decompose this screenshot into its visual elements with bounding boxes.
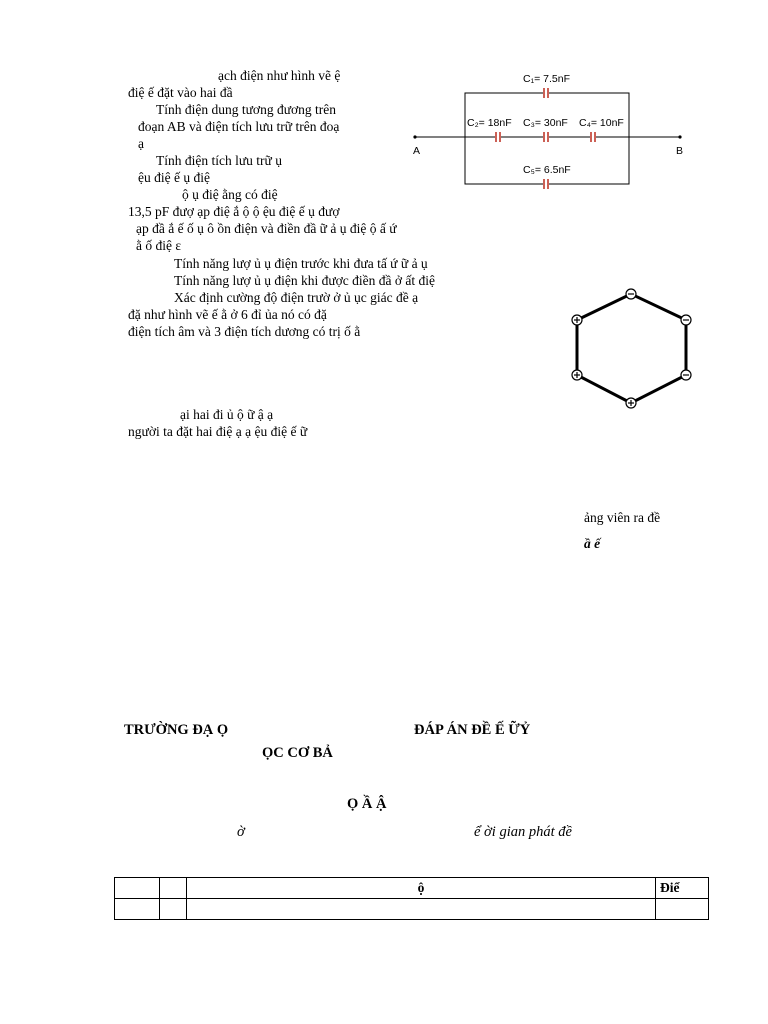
signature-name: ầ ế xyxy=(584,536,601,551)
label-c3: C₃= 30nF xyxy=(523,117,568,129)
problem-line-15: đặ như hình vẽ ế ằ ở 6 đỉ ủa nó có đặ xyxy=(128,307,327,322)
problem-line-1: ạch điện như hình vẽ ệ xyxy=(218,68,341,83)
table-header-content: ộ xyxy=(187,878,656,899)
problem-line-8: ộ ụ điệ ằng có điệ xyxy=(182,187,278,202)
signature-title: ảng viên ra đề xyxy=(584,510,661,525)
capacitor-c4 xyxy=(590,132,596,142)
table-header-cell xyxy=(115,878,160,899)
circuit-diagram xyxy=(405,68,705,193)
subject-name: Ọ Ầ Ậ xyxy=(347,796,387,812)
table-header-row xyxy=(115,878,709,899)
charge-lower-left xyxy=(572,370,582,380)
label-c2: C₂= 18nF xyxy=(467,117,512,129)
table-cell xyxy=(656,899,709,920)
label-c1: C₁= 7.5nF xyxy=(523,73,571,85)
problem-line-14: Xác định cường độ điện trườ ở ủ ục giác đề ạ xyxy=(174,290,419,305)
capacitor-c2 xyxy=(495,132,501,142)
problem-line-4: đoạn AB và điện tích lưu trữ trên đoạ xyxy=(138,119,340,134)
problem-line-12: Tính năng lượ ủ ụ điện trước khi đưa tấ ứ ữ ả ụ xyxy=(174,256,428,271)
label-c4: C₄= 10nF xyxy=(579,117,624,129)
table-cell xyxy=(160,899,187,920)
problem-line-7: ệu điệ ế ụ điệ xyxy=(138,170,210,185)
capacitor-c1 xyxy=(543,88,549,98)
problem-line-11: ằ ố điệ ε xyxy=(136,238,182,253)
answer-table xyxy=(114,877,709,920)
charge-lower-right xyxy=(681,370,691,380)
charge-upper-right xyxy=(681,315,691,325)
time-label: ờ xyxy=(237,824,245,840)
problem-line-16: điện tích âm và 3 điện tích dương có trị ố ằ xyxy=(128,324,361,339)
problem-line-17: ại hai đi ủ ộ ữ ậ ạ xyxy=(180,407,274,422)
table-row xyxy=(115,899,709,920)
problem-line-13: Tính năng lượ ủ ụ điện khi được điền đầ ở ất điệ xyxy=(174,273,435,288)
table-cell xyxy=(187,899,656,920)
time-note: ể ời gian phát đề xyxy=(474,824,572,840)
answer-title: ĐÁP ÁN ĐỀ Ế ỮỶ xyxy=(414,722,531,738)
table-header-score: Điể xyxy=(656,878,709,899)
capacitor-c5 xyxy=(543,179,549,189)
hexagon-diagram xyxy=(565,285,700,413)
capacitor-c3 xyxy=(543,132,549,142)
problem-line-10: ạp đầ ắ ế ố ụ ô ồn điện và điền đầ ữ ả ụ điệ ộ ấ ứ xyxy=(136,221,397,236)
label-node-b: B xyxy=(676,145,684,157)
problem-line-2: điệ ế đặt vào hai đầ xyxy=(128,85,233,100)
problem-line-18: người ta đặt hai điệ ạ ạ ệu điệ ế ữ xyxy=(128,424,308,439)
problem-line-9: 13,5 pF đượ ạp điệ ắ ộ ộ ệu điệ ế ụ đượ xyxy=(128,204,340,219)
school-name: TRƯỜNG ĐẠ Ọ xyxy=(124,722,229,738)
table-cell xyxy=(115,899,160,920)
problem-line-3: Tính điện dung tương đương trên xyxy=(156,102,337,117)
charge-bottom xyxy=(626,398,636,408)
problem-line-5: ạ xyxy=(138,136,144,151)
school-department: ỌC CƠ BẢ xyxy=(262,745,333,761)
label-c5: C₅= 6.5nF xyxy=(523,164,571,176)
charge-top xyxy=(626,289,636,299)
problem-line-6: Tính điện tích lưu trữ ụ xyxy=(156,153,282,168)
charge-upper-left xyxy=(572,315,582,325)
table-header-cell xyxy=(160,878,187,899)
label-node-a: A xyxy=(413,145,421,157)
